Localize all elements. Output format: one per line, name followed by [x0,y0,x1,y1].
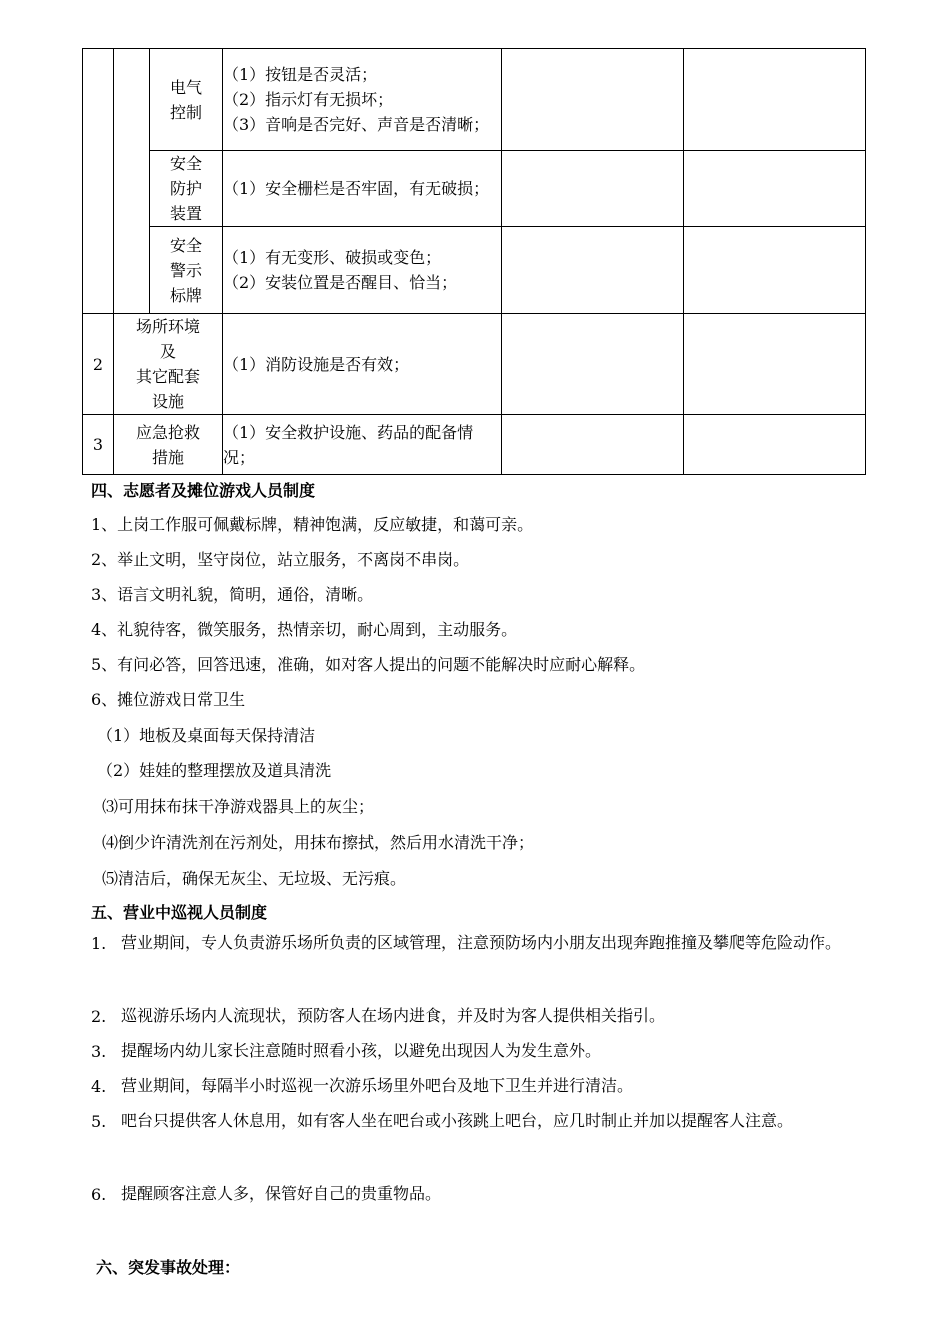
list-number: 6. [91,1185,107,1204]
table-row [83,49,866,151]
list-number: 4. [91,1077,107,1096]
blank-cell [502,49,684,151]
list-item: 提醒顾客注意人多，保管好自己的贵重物品。 [121,1184,442,1203]
paragraph: 4、礼貌待客，微笑服务，热情亲切，耐心周到，主动服务。 [91,620,518,639]
row-number-cell: 3 [83,415,114,475]
check-items-cell: （1）按钮是否灵活； （2）指示灯有无损坏； （3）音响是否完好、声音是否清晰； [223,49,502,151]
list-number: 1. [91,934,107,953]
category-cell [114,49,150,314]
list-number: 5. [91,1112,107,1131]
table-row [83,314,866,415]
subcategory-cell: 安全 防护 装置 [150,151,223,227]
list-item: 吧台只提供客人休息用，如有客人坐在吧台或小孩跳上吧台，应几时制止并加以提醒客人注意。 [121,1111,794,1130]
section-4-title: 四、志愿者及摊位游戏人员制度 [91,481,316,500]
list-item: 巡视游乐场内人流现状，预防客人在场内进食，并及时为客人提供相关指引。 [121,1006,666,1025]
list-number: 2. [91,1007,107,1026]
list-item: 营业期间，专人负责游乐场所负责的区域管理，注意预防场内小朋友出现奔跑推撞及攀爬等危险动作。 [121,933,842,952]
list-number: 3. [91,1042,107,1061]
sub-paragraph: （2）娃娃的整理摆放及道具清洗 [97,761,332,780]
category-cell: 场所环境 及 其它配套 设施 [114,314,223,415]
section-6-title: 六、突发事故处理： [96,1258,241,1277]
blank-cell [684,415,866,475]
sub-paragraph: （1）地板及桌面每天保持清洁 [97,726,316,745]
check-items-cell: （1）有无变形、破损或变色； （2）安装位置是否醒目、恰当； [223,227,502,314]
blank-cell [684,227,866,314]
check-items-cell: （1）安全栅栏是否牢固，有无破损； [223,151,502,227]
blank-cell [684,151,866,227]
table-row [83,151,866,227]
subcategory-cell: 电气 控制 [150,49,223,151]
paragraph: 5、有问必答，回答迅速，准确，如对客人提出的问题不能解决时应耐心解释。 [91,655,646,674]
table-row [83,227,866,314]
table-row [83,415,866,475]
blank-cell [502,151,684,227]
section-5-title: 五、营业中巡视人员制度 [91,903,268,922]
row-number-cell: 2 [83,314,114,415]
list-item: 营业期间，每隔半小时巡视一次游乐场里外吧台及地下卫生并进行清洁。 [121,1076,634,1095]
blank-cell [502,227,684,314]
blank-cell [684,49,866,151]
sub-paragraph: ⑸清洁后，确保无灰尘、无垃圾、无污痕。 [102,869,407,888]
list-item: 提醒场内幼儿家长注意随时照看小孩，以避免出现因人为发生意外。 [121,1041,602,1060]
blank-cell [502,415,684,475]
check-items-cell: （1）消防设施是否有效； [223,314,502,415]
category-cell: 应急抢救 措施 [114,415,223,475]
paragraph: 1、上岗工作服可佩戴标牌，精神饱满，反应敏捷，和蔼可亲。 [91,515,534,534]
inspection-table [82,48,866,475]
check-items-cell: （1）安全救护设施、药品的配备情况； [223,415,502,475]
paragraph: 6、摊位游戏日常卫生 [91,690,246,709]
row-number-cell [83,49,114,314]
sub-paragraph: ⑷倒少许清洗剂在污剂处，用抹布擦拭，然后用水清洗干净； [102,833,535,852]
paragraph: 3、语言文明礼貌，简明，通俗，清晰。 [91,585,374,604]
subcategory-cell: 安全 警示 标牌 [150,227,223,314]
blank-cell [502,314,684,415]
blank-cell [684,314,866,415]
sub-paragraph: ⑶可用抹布抹干净游戏器具上的灰尘； [102,797,375,816]
paragraph: 2、举止文明，坚守岗位，站立服务，不离岗不串岗。 [91,550,470,569]
